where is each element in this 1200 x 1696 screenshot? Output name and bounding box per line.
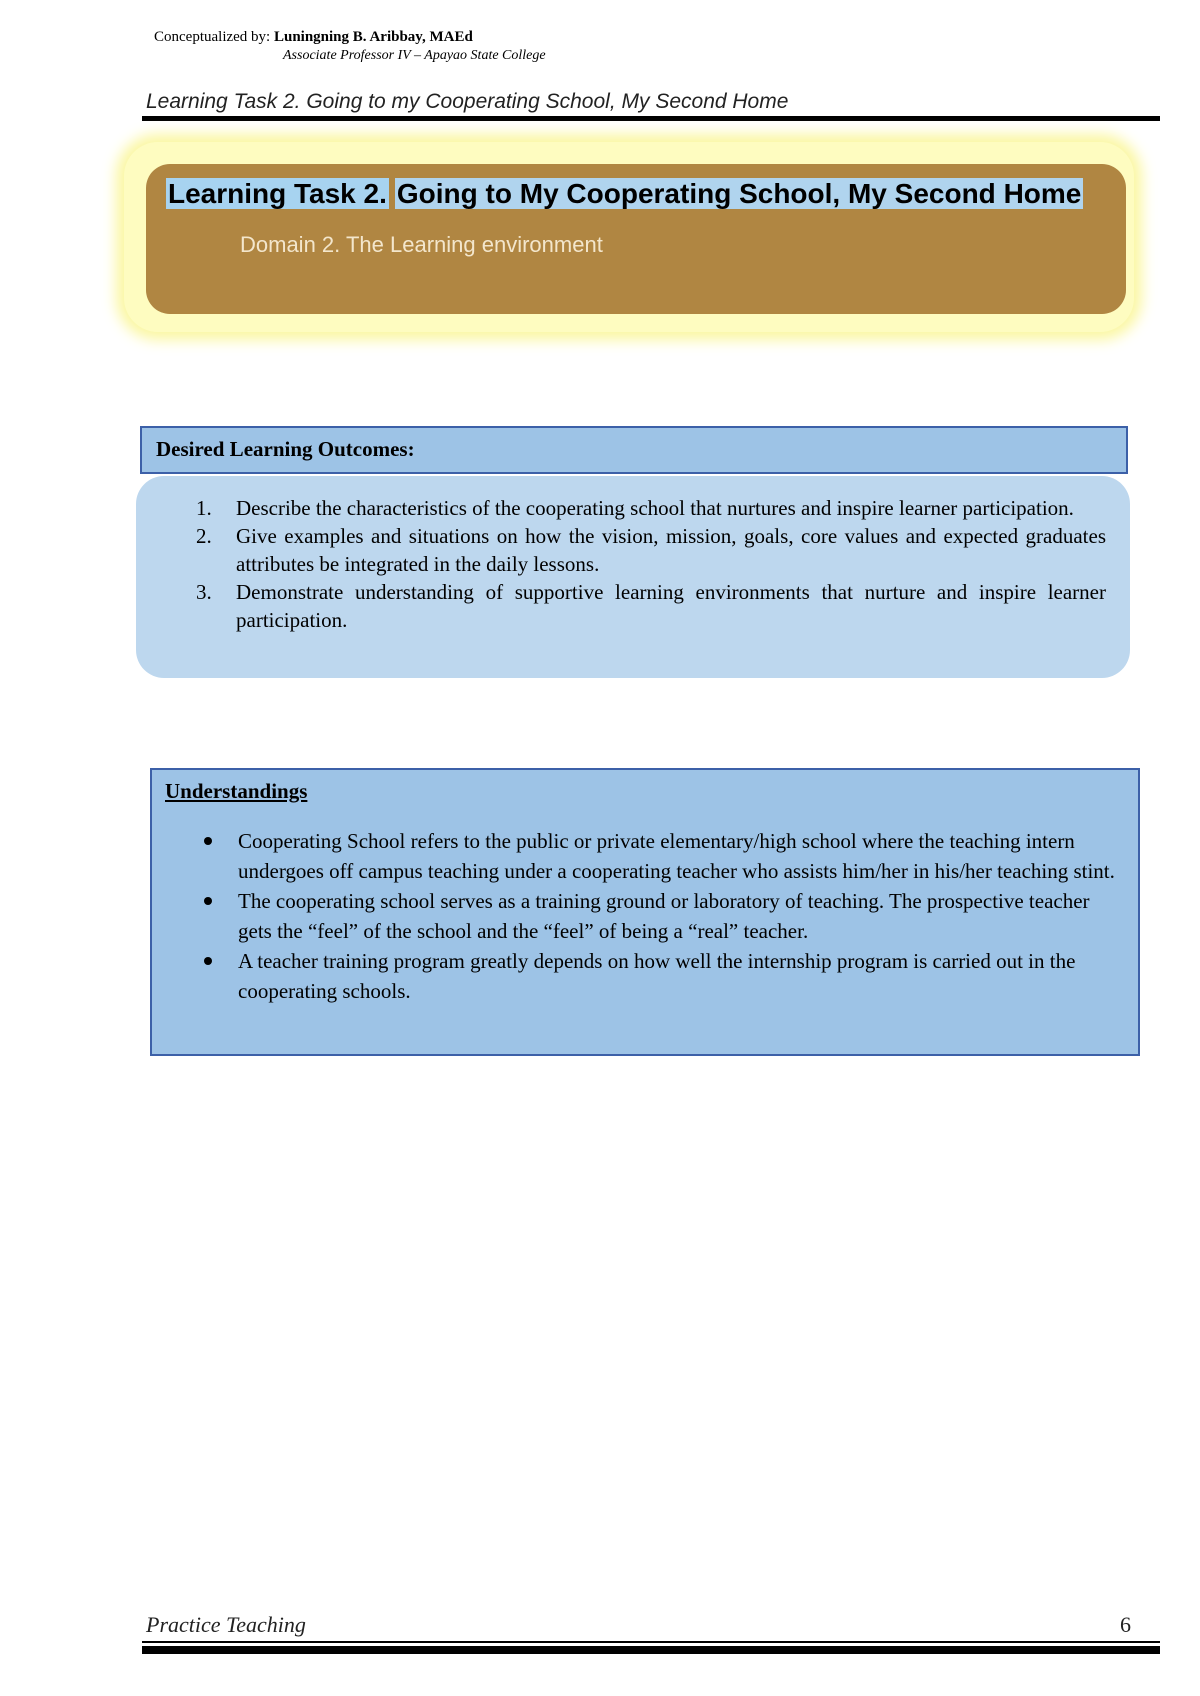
credit-author: Luningning B. Aribbay, MAEd bbox=[273, 29, 473, 45]
credit-role: Associate Professor IV – Apayao State College bbox=[283, 48, 546, 63]
list-item-number: 1. bbox=[196, 496, 212, 520]
banner-title-task: Learning Task 2. bbox=[168, 178, 387, 209]
understandings-list bbox=[200, 826, 1118, 1006]
list-item bbox=[196, 578, 1106, 634]
bullet-icon bbox=[204, 837, 212, 845]
header-rule bbox=[142, 116, 1160, 121]
bullet-icon bbox=[204, 897, 212, 905]
list-item bbox=[196, 522, 1106, 578]
footer-title: Practice Teaching bbox=[146, 1612, 306, 1637]
bullet-icon bbox=[204, 957, 212, 965]
running-header: Learning Task 2. Going to my Cooperating School, My Second Home bbox=[146, 90, 789, 113]
footer-rule-thin bbox=[142, 1641, 1160, 1643]
list-item-text: A teacher training program greatly depends on how well the internship program is carried out in the cooperating schools. bbox=[238, 949, 1076, 1003]
list-item bbox=[200, 946, 1118, 1006]
list-item-text: Demonstrate understanding of supportive learning environments that nurture and inspire learner participation. bbox=[236, 580, 1106, 632]
list-item-text: The cooperating school serves as a training ground or laboratory of teaching. The prospective teacher gets the “feel” of the school and the “feel” of being a “real” teacher. bbox=[238, 889, 1090, 943]
list-item-number: 2. bbox=[196, 524, 212, 548]
banner-subtitle: Domain 2. The Learning environment bbox=[240, 232, 603, 257]
list-item bbox=[200, 826, 1118, 886]
banner-title bbox=[166, 177, 1083, 211]
credit-prefix: Conceptualized by: bbox=[154, 29, 274, 45]
list-item bbox=[200, 886, 1118, 946]
list-item bbox=[196, 494, 1106, 522]
list-item-text: Give examples and situations on how the vision, mission, goals, core values and expected graduates attributes be integrated in the daily lessons. bbox=[236, 524, 1106, 576]
list-item-number: 3. bbox=[196, 580, 212, 604]
understandings-heading: Understandings bbox=[165, 779, 308, 803]
page-number: 6 bbox=[1120, 1612, 1131, 1637]
footer-rule-thick bbox=[142, 1646, 1160, 1654]
list-item-text: Cooperating School refers to the public or private elementary/high school where the teaching intern undergoes off campus teaching under a cooperating teacher who assists him/her in his/her teaching stint. bbox=[238, 829, 1115, 883]
outcomes-heading: Desired Learning Outcomes: bbox=[156, 437, 415, 461]
banner-title-name: Going to My Cooperating School, My Second Home bbox=[396, 178, 1082, 209]
author-credit bbox=[154, 28, 473, 46]
list-item-text: Describe the characteristics of the cooperating school that nurtures and inspire learner participation. bbox=[236, 496, 1074, 520]
outcomes-list bbox=[196, 494, 1106, 634]
